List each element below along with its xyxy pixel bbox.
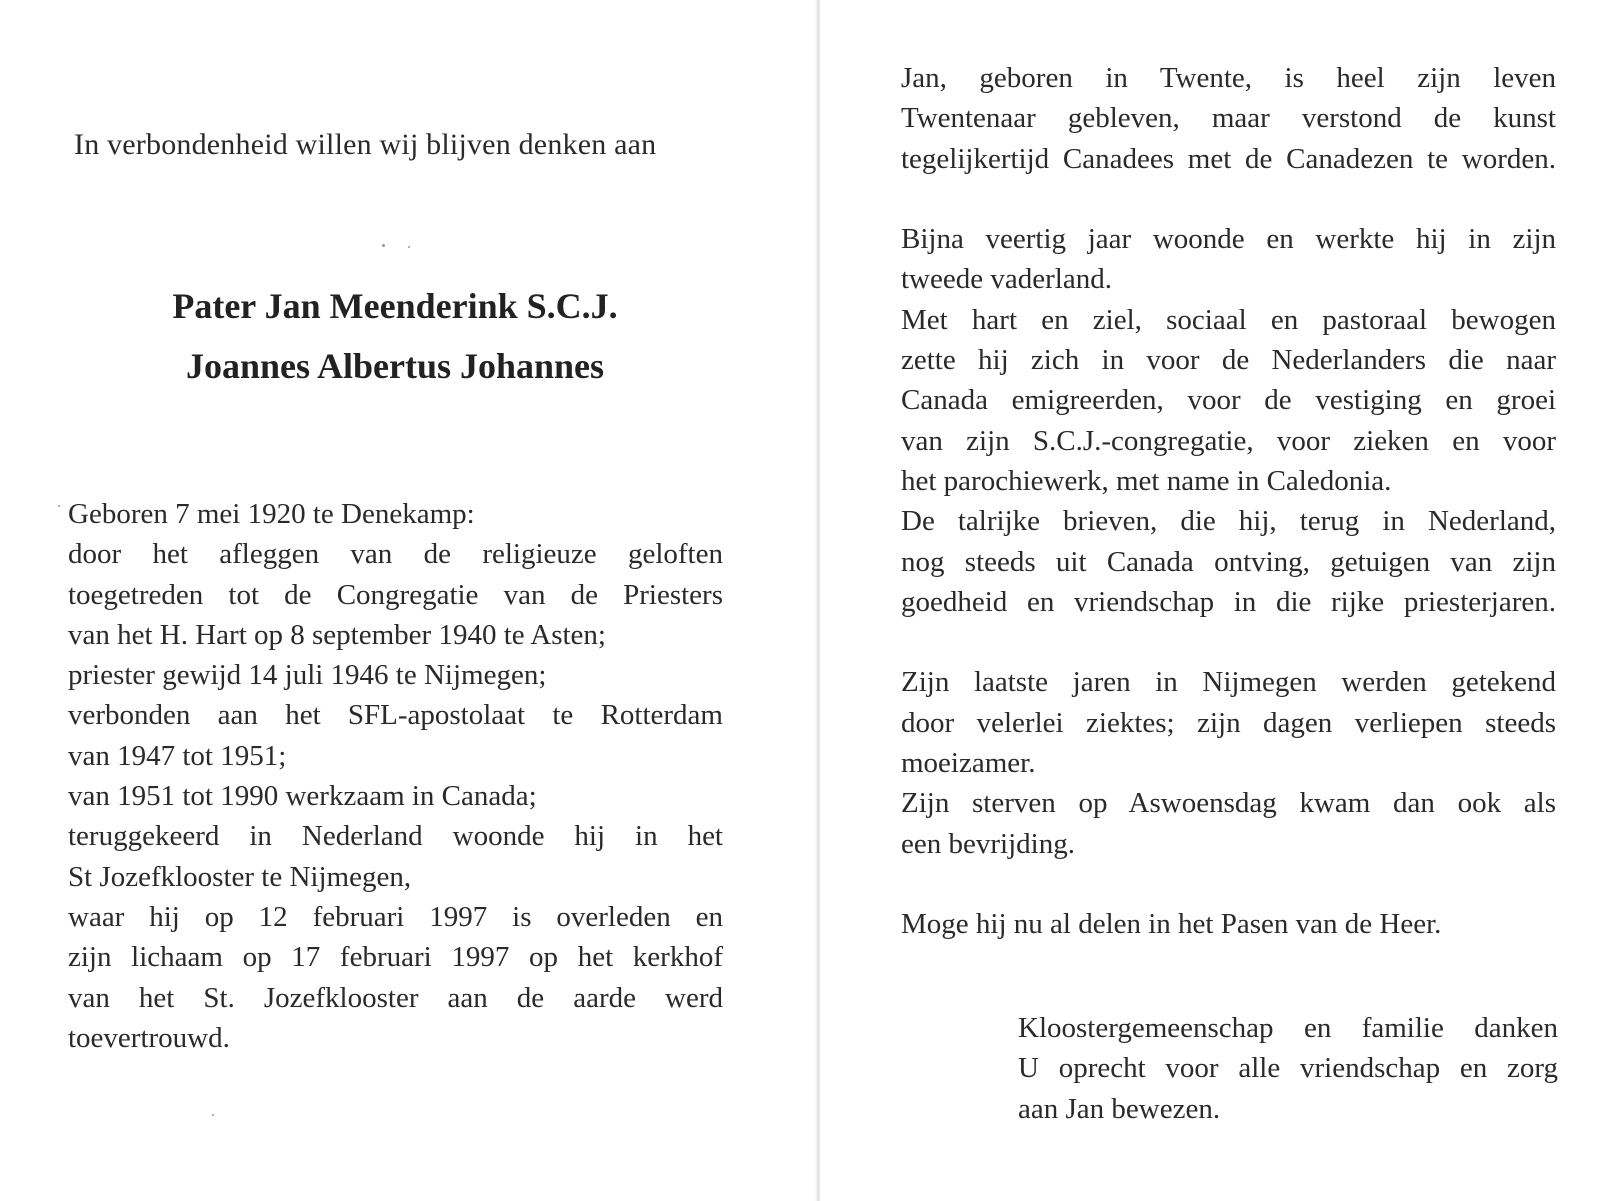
scan-speck [382, 244, 385, 247]
tribute-line: Zijn sterven op Aswoensdag kwam dan ook als [901, 787, 1556, 820]
biography-line: zijn lichaam op 17 februari 1997 op het kerkhof [68, 941, 723, 974]
biography-line: waar hij op 12 februari 1997 is overleden en [68, 900, 723, 933]
biography-line: teruggekeerd in Nederland woonde hij in het [68, 820, 723, 853]
tribute-line: Moge hij nu al delen in het Pasen van de Heer. [901, 908, 1442, 941]
biography-line: toevertrouwd. [68, 1021, 230, 1054]
biography-line: Geboren 7 mei 1920 te Denekamp: [68, 498, 475, 530]
paragraph-gap [901, 864, 1556, 904]
tribute-line: De talrijke brieven, die hij, terug in Nederland, [901, 505, 1556, 538]
tribute-line: zette hij zich in voor de Nederlanders die naar [901, 344, 1556, 377]
scan-speck [58, 505, 60, 507]
tribute-line: Jan, geboren in Twente, is heel zijn leven [901, 62, 1556, 94]
scan-speck [408, 246, 410, 248]
paragraph-gap [901, 622, 1556, 662]
tribute-line: tegelijkertijd Canadees met de Canadezen te worden. [901, 142, 1556, 175]
biography-line: priester gewijd 14 juli 1946 te Nijmegen; [68, 659, 547, 692]
tribute-text [901, 58, 1556, 945]
biography-line: door het afleggen van de religieuze geloften [68, 538, 723, 571]
tribute-line: Met hart en ziel, sociaal en pastoraal bewogen [901, 303, 1556, 336]
biography-line: van het H. Hart op 8 september 1940 te Asten; [68, 618, 606, 651]
thanks-line: U oprecht voor alle vriendschap en zorg [1018, 1052, 1558, 1085]
name-line-2: Joannes Albertus Johannes [185, 346, 605, 386]
tribute-line: van zijn S.C.J.-congregatie, voor zieken en voor [901, 424, 1556, 457]
biography-line: van het St. Jozefklooster aan de aarde werd [68, 981, 723, 1014]
paragraph-gap [901, 179, 1556, 219]
biography-line: van 1947 tot 1951; [68, 739, 287, 772]
biography-text [68, 494, 723, 1058]
tribute-line: moeizamer. [901, 747, 1036, 780]
thanks-text [1018, 1008, 1558, 1129]
tribute-line: Twentenaar gebleven, maar verstond de kunst [901, 102, 1556, 135]
tribute-line: nog steeds uit Canada ontving, getuigen van zijn [901, 545, 1556, 578]
tribute-line: Canada emigreerden, voor de vestiging en groei [901, 384, 1556, 417]
tribute-line: tweede vaderland. [901, 263, 1112, 296]
tribute-line: Bijna veertig jaar woonde en werkte hij in zijn [901, 223, 1556, 256]
tribute-line: Zijn laatste jaren in Nijmegen werden getekend [901, 666, 1556, 699]
biography-line: van 1951 tot 1990 werkzaam in Canada; [68, 780, 537, 813]
name-heading [0, 276, 790, 396]
intro-text: In verbondenheid willen wij blijven denken aan [74, 128, 657, 161]
tribute-line: door velerlei ziektes; zijn dagen verliepen steeds [901, 706, 1556, 739]
biography-line: St Jozefklooster te Nijmegen, [68, 860, 412, 893]
scan-speck [212, 1114, 214, 1116]
biography-line: verbonden aan het SFL-apostolaat te Rotterdam [68, 699, 723, 732]
tribute-line: goedheid en vriendschap in die rijke priesterjaren. [901, 585, 1556, 618]
thanks-line: Kloostergemeenschap en familie danken [1018, 1012, 1558, 1044]
name-line-1: Pater Jan Meenderink S.C.J. [172, 286, 618, 326]
tribute-line: een bevrijding. [901, 827, 1075, 860]
card-fold-line [815, 0, 821, 1201]
thanks-line: aan Jan bewezen. [1018, 1092, 1221, 1125]
biography-line: toegetreden tot de Congregatie van de Priesters [68, 578, 723, 611]
tribute-line: het parochiewerk, met name in Caledonia. [901, 464, 1392, 497]
